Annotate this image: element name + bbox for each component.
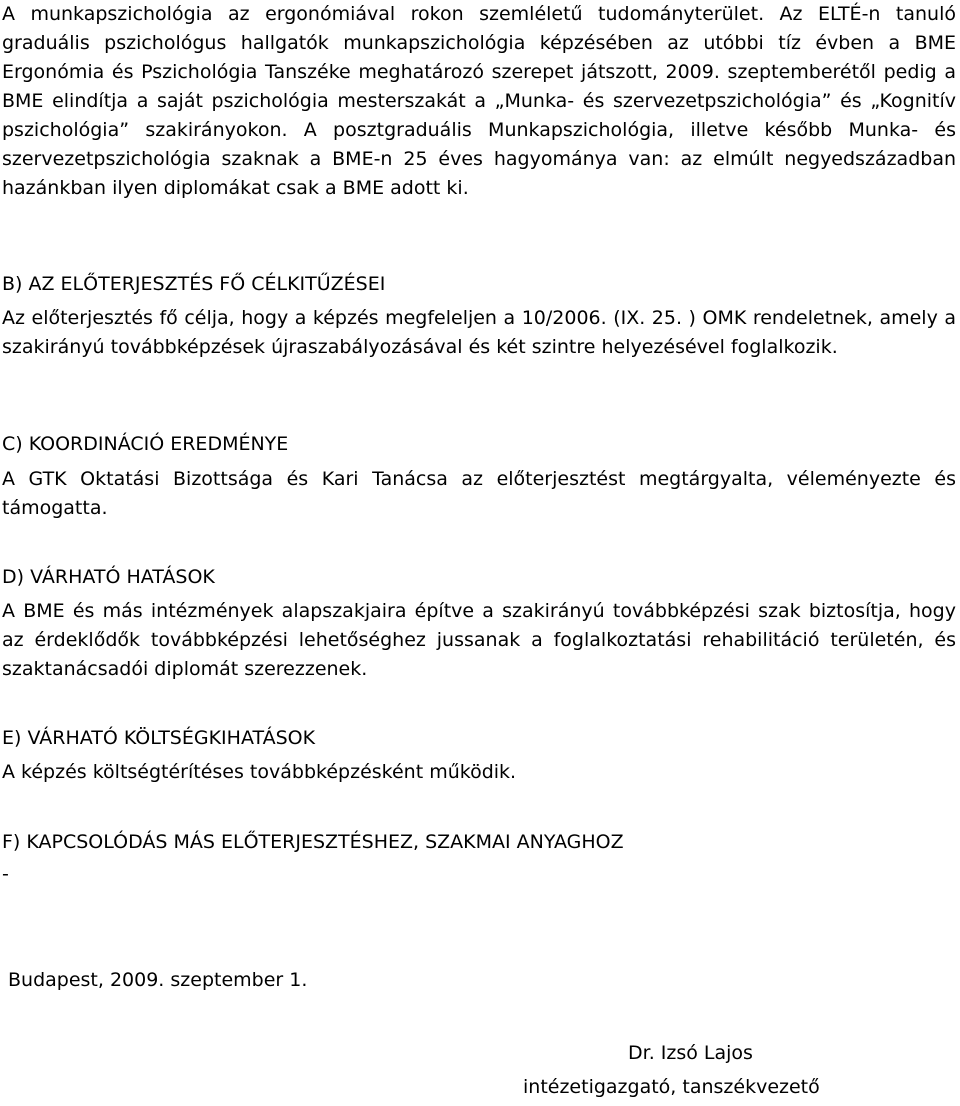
- section-b-block: [0, 304, 960, 362]
- section-d-block: [0, 597, 960, 684]
- section-b-paragraph: Az előterjesztés fő célja, hogy a képzés megfeleljen a 10/2006. (IX. 25. ) OMK rendeletnek, amely a szakirányú továbbképzések újraszabályozásával és két szintre helyezésével foglalkozik.: [2, 307, 956, 358]
- signer-name: Dr. Izsó Lajos: [628, 1042, 753, 1064]
- section-f-heading: F) KAPCSOLÓDÁS MÁS ELŐTERJESZTÉSHEZ, SZAKMAI ANYAGHOZ: [2, 831, 624, 853]
- section-e-block: [0, 758, 960, 787]
- section-d-heading: D) VÁRHATÓ HATÁSOK: [2, 566, 215, 588]
- section-f-content: -: [2, 863, 9, 885]
- section-c-block: [0, 465, 960, 523]
- intro-paragraph: A munkapszichológia az ergonómiával rokon szemléletű tudományterület. Az ELTÉ-n tanuló graduális pszichológus hallgatók munkapszichológia képzésében az utóbbi tíz évben a BME Ergonómia és Pszichológia Tanszéke meghatározó szerepet játszott, 2009. szeptemberétől pedig a BME elindítja a saját pszichológia mesterszakát a „Munka- és szervezetpszichológia” és „Kognitív pszichológia” szakirányokon. A posztgraduális Munkapszichológia, illetve később Munka- és szervezetpszichológia szaknak a BME-n 25 éves hagyománya van: az elmúlt negyedszázadban hazánkban ilyen diplomákat csak a BME adott ki.: [2, 3, 956, 199]
- section-d-paragraph: A BME és más intézmények alapszakjaira építve a szakirányú továbbképzési szak biztosítja, hogy az érdeklődők továbbképzési lehetőséghez jussanak a foglalkoztatási rehabilitáció területén, és szaktanácsadói diplomát szerezzenek.: [2, 600, 956, 680]
- section-c-heading: C) KOORDINÁCIÓ EREDMÉNYE: [2, 433, 289, 455]
- signer-title: intézetigazgató, tanszékvezető: [523, 1076, 820, 1098]
- place-date: Budapest, 2009. szeptember 1.: [8, 969, 308, 991]
- section-e-heading: E) VÁRHATÓ KÖLTSÉGKIHATÁSOK: [2, 727, 316, 749]
- intro-block: [0, 0, 960, 203]
- section-b-heading: B) AZ ELŐTERJESZTÉS FŐ CÉLKITŰZÉSEI: [2, 273, 386, 295]
- section-c-paragraph: A GTK Oktatási Bizottsága és Kari Tanácsa az előterjesztést megtárgyalta, véleményezte és támogatta.: [2, 468, 956, 519]
- section-e-paragraph: A képzés költségtérítéses továbbképzésként működik.: [2, 761, 517, 783]
